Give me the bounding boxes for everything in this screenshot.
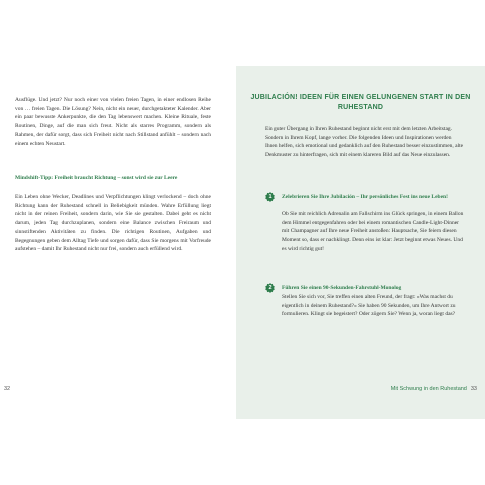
page-footer-right — [391, 386, 477, 392]
right-intro-paragraph: Ein guter Übergang in Ihren Ruhestand beginnt nicht erst mit dem letzten Arbeitstag. Sondern in Ihrem Kopf, lange vorher. Die folgenden Ideen und Inspirationen werden Ihnen helfen, sich emotional und gedanklich auf den Ruhestand besser einzustimmen, alte Denkmuster zu hinterfragen, sich mit einem klareren Bild auf das Neue einzulassen. — [265, 126, 464, 159]
list-item — [265, 192, 469, 272]
item-heading: Führen Sie einen 90-Sekunden-Fahrstuhl-Monolog — [282, 285, 402, 291]
running-footer-title: Mit Schwung in den Ruhestand — [390, 386, 467, 392]
left-intro-paragraph: Ausflüge. Und jetzt? Nur noch einer von vielen freien Tagen, in einer endlosen Reihe von … freien Tagen. Die Lösung? Nein, nicht ein neuer, durchgetakteter Kalender. Aber ein paar bewusste Ankerpunkte, die den Tag lebenswert machen. Kleine Rituale, feste Routinen, Dinge, auf die man sich freut. Nicht als starres Programm, sondern als Rahmen, der dafür sorgt, dass sich Freiheit nicht nach Stillstand anfühlt – sondern nach einem echten Neustart. — [15, 97, 211, 147]
number-badge-icon — [265, 283, 275, 293]
mindshift-tip-paragraph: Ein Leben ohne Wecker, Deadlines und Verpflichtungen klingt verlockend – doch ohne Richtung kann der Ruhestand schnell in Beliebigkeit münden. Wahre Erfüllung liegt nicht in der reinen Freiheit, sondern darin, wie Sie sie gestalten. Dabei geht es nicht darum, jeden Tag durchzuplanen, sondern eine Balance zwischen Freiraum und sinnstiftenden Aktivitäten zu finden. Die richtigen Routinen, Aufgaben und Begegnungen geben dem Alltag Tiefe und sorgen dafür, dass Sie morgens mit Vorfreude aufstehen – damit Ihr Ruhestand nicht nur frei, sondern auch erfüllend wird. — [15, 194, 211, 253]
list-item — [265, 283, 469, 343]
badge-number: 2 — [268, 285, 272, 291]
item-body: Stellen Sie sich vor, Sie treffen einen alten Freund, der fragt: »Was machst du eigentlich in deinem Ruhestand?« Sie haben 90 Sekunden, um Ihre Antwort zu formulieren. Klingt sie begeistert? Oder zögern Sie? Wenn ja, woran liegt das? — [282, 294, 456, 318]
mindshift-tip-heading: Mindshift-Tipp: Freiheit braucht Richtung – sonst wird sie zur Leere — [15, 175, 178, 181]
badge-number: 1 — [268, 194, 272, 200]
number-badge-icon — [265, 192, 275, 202]
page-number-left: 32 — [4, 386, 11, 392]
right-page-panel — [236, 66, 485, 419]
item-body: Ob Sie mit reichlich Adrenalin am Fallschirm ins Glück springen, in einem Ballon dem Himmel entgegenfahren oder bei einem romantischen Candle-Light-Dinner mit Champagner auf Ihre neue Freiheit anstoßen: Hauptsache, Sie feiern diesen Moment so, dass er nachklingt. Denn eins ist klar: Jetzt beginnt etwas Neues. Und es wird richtig gut! — [282, 211, 464, 252]
left-page — [0, 0, 236, 485]
item-heading: Zelebrieren Sie Ihre Jubilación – Ihr persönliches Fest ins neue Leben! — [282, 194, 448, 200]
right-page-title: JUBILACIÓN! IDEEN FÜR EINEN GELUNGENEN START IN DEN RUHESTAND — [250, 94, 471, 111]
page-number-right: 33 — [470, 386, 477, 392]
